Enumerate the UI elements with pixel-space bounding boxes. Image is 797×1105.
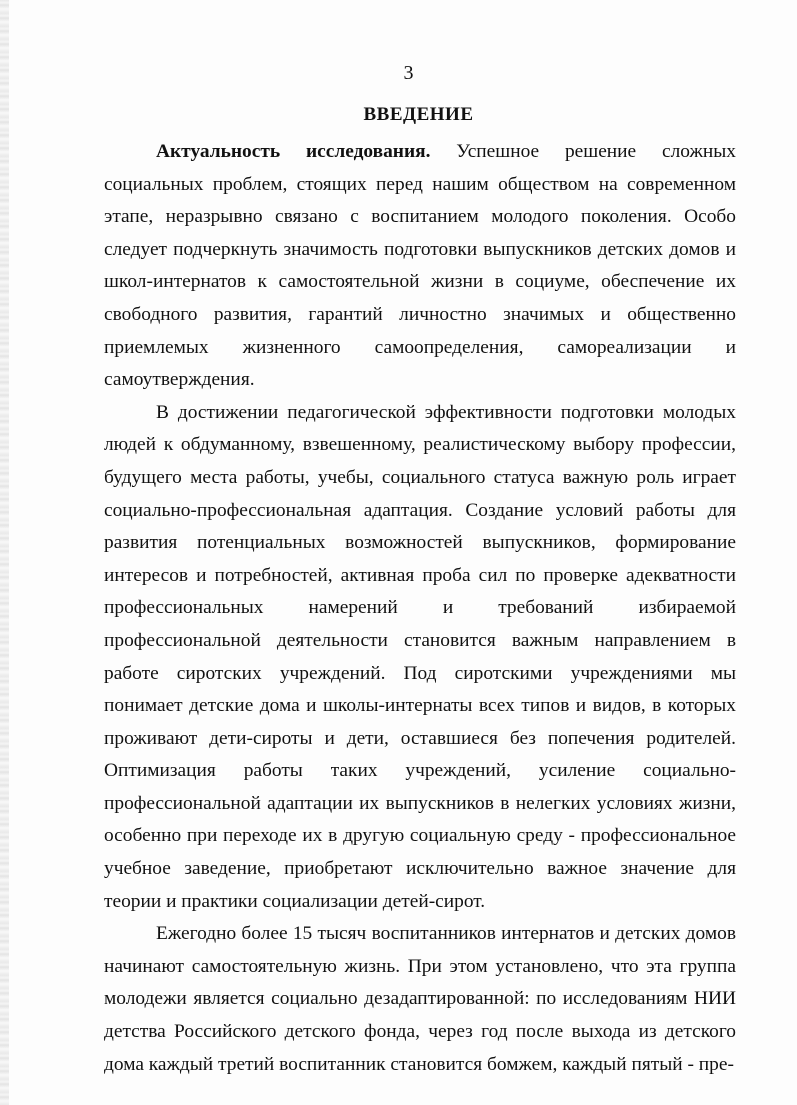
paragraph-statistics	[104, 918, 736, 1081]
paragraph-text: Успешное решение сложных социальных проблем, стоящих перед нашим обществом на современном этапе, неразрывно связано с воспитанием молодого поколения. Особо следует подчеркнуть значимость подготовки выпускников детских домов и школ-интернатов к самостоятельной жизни в социуме, обеспечение их свободного развития, гарантий личностно значимых и общественно приемлемых жизненного самоопределения, самореализации и самоутверждения.	[104, 141, 736, 391]
paragraph-adaptation	[104, 397, 736, 919]
paragraph-relevance	[104, 136, 736, 397]
paragraph-text: Ежегодно более 15 тысяч воспитанников интернатов и детских домов начинают самостоятельную жизнь. При этом установлено, что эта группа молодежи является социально дезадаптированной: по исследованиям НИИ детства Российского детского фонда, через год после выхода из детского дома каждый третий воспитанник становится бомжем, каждый пятый - пре-	[104, 923, 736, 1075]
paragraph-text: В достижении педагогической эффективности подготовки молодых людей к обдуманному, взвешенному, реалистическому выбору профессии, будущего места работы, учебы, социального статуса важную роль играет социально-профессиональная адаптация. Создание условий работы для развития потенциальных возможностей выпускников, формирование интересов и потребностей, активная проба сил по проверке адекватности профессиональных намерений и требований избираемой профессиональной деятельности становится важным направлением в работе сиротских учреждений. Под сиротскими учреждениями мы понимает детские дома и школы-интернаты всех типов и видов, в которых проживают дети-сироты и дети, оставшиеся без попечения родителей. Оптимизация работы таких учреждений, усиление социально-профессиональной адаптации их выпускников в нелегких условиях жизни, особенно при переходе их в другую социальную среду - профессиональное учебное заведение, приобретают исключительно важное значение для теории и практики социализации детей-сирот.	[104, 401, 736, 912]
paragraph-lead: Актуальность исследования.	[156, 141, 431, 162]
page-number: 3	[403, 62, 414, 84]
body-text	[104, 136, 736, 1081]
section-title: ВВЕДЕНИЕ	[363, 104, 474, 125]
scan-edge-artifact	[0, 0, 9, 1105]
